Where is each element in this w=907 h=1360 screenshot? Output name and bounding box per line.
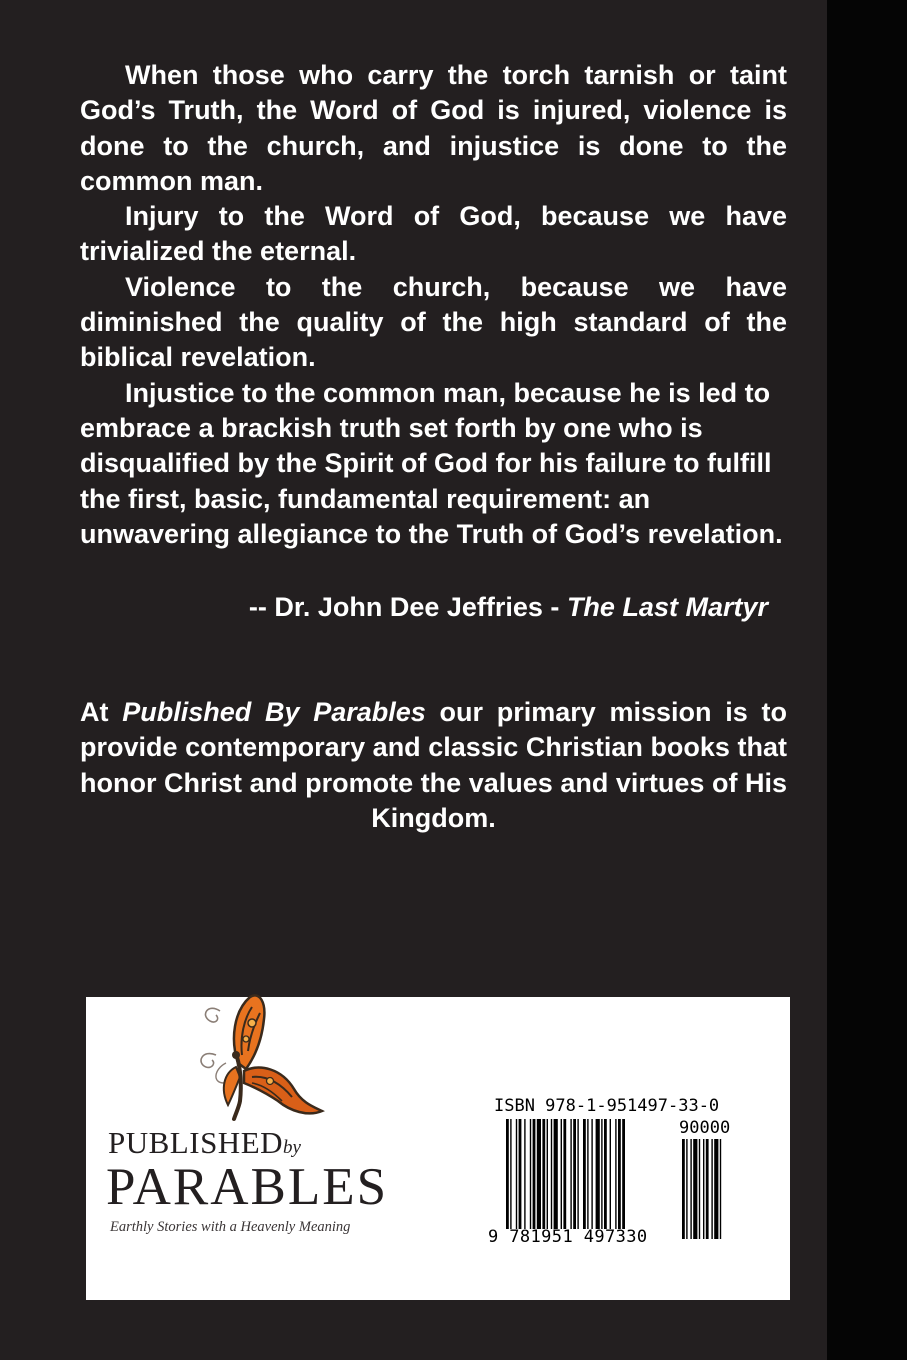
barcode-bar <box>615 1119 616 1229</box>
mission-publisher-name: Published By Parables <box>122 697 426 727</box>
barcode-bar <box>577 1119 578 1229</box>
barcode-bar <box>591 1119 592 1229</box>
barcode-addon-bar <box>703 1139 704 1239</box>
barcode-bar <box>583 1119 586 1229</box>
barcode-bar <box>610 1119 611 1229</box>
barcode-bar <box>524 1119 525 1229</box>
mission-prefix: At <box>80 697 123 727</box>
barcode-addon-bar <box>690 1139 691 1239</box>
logo-published-by <box>108 1125 428 1161</box>
barcode-bar <box>601 1119 602 1229</box>
butterfly-icon <box>190 993 326 1123</box>
quote-paragraph: Injury to the Word of God, because we have trivialized the eternal. <box>80 201 787 267</box>
barcode-bar <box>563 1119 566 1229</box>
barcode-bar <box>537 1119 541 1229</box>
mission-statement <box>80 695 787 836</box>
barcode-bar <box>561 1119 562 1229</box>
barcode-addon-bar <box>706 1139 709 1239</box>
barcode-bar <box>542 1119 545 1229</box>
attribution-book-title: The Last Martyr <box>566 592 768 622</box>
logo-by: by <box>283 1137 301 1158</box>
barcode-addon-bar <box>714 1139 718 1239</box>
barcode-bar <box>516 1119 517 1229</box>
barcode-addon-bar <box>686 1139 687 1239</box>
logo-parables: PARABLES <box>106 1158 389 1216</box>
quote-paragraph: Violence to the church, because we have diminished the quality of the high standard of the biblical revelation. <box>80 271 787 373</box>
mission-text: our primary mission is to provide contemporary and classic Christian books that honor Christ and promote the values and virtues of His Kingdom. <box>80 697 787 833</box>
isbn-label: ISBN 978-1-951497-33-0 <box>494 1096 720 1116</box>
barcode-bar <box>587 1119 588 1229</box>
barcode-bar <box>573 1119 576 1229</box>
barcode-digits: 9 781951 497330 <box>488 1227 648 1247</box>
barcode-bar <box>570 1119 571 1229</box>
barcode-bar <box>604 1119 607 1229</box>
barcode-addon-bar <box>693 1139 697 1239</box>
barcode-bar <box>551 1119 552 1229</box>
barcode-bar <box>554 1119 558 1229</box>
barcode-bar <box>510 1119 511 1229</box>
barcode-addon-bar <box>711 1139 712 1239</box>
logo-line1: PUBLISHED <box>108 1125 284 1160</box>
barcode-addon-bar <box>682 1139 685 1239</box>
barcode-bar <box>530 1119 531 1229</box>
barcode-bar <box>519 1119 522 1229</box>
barcode-bar <box>547 1119 548 1229</box>
barcode-bar <box>533 1119 536 1229</box>
barcode-bar <box>506 1119 509 1229</box>
barcode-bar <box>622 1119 625 1229</box>
quote-block <box>80 58 787 552</box>
barcode-addon-bar <box>720 1139 721 1239</box>
attribution-author: -- Dr. John Dee Jeffries - <box>248 592 567 622</box>
logo-tagline: Earthly Stories with a Heavenly Meaning <box>110 1219 351 1235</box>
quote-paragraph: Injustice to the common man, because he is led to embrace a brackish truth set forth by one who is disqualified by the Spirit of God for his failure to fulfill the first, basic, fundamental requirement: an unwavering allegiance to the Truth of God’s revelation. <box>80 377 783 549</box>
quote-attribution <box>0 590 768 625</box>
quote-paragraph: When those who carry the torch tarnish or taint God’s Truth, the Word of God is injured, violence is done to the church, and injustice is done to the common man. <box>80 60 787 196</box>
barcode-addon-bar <box>699 1139 700 1239</box>
price-code: 90000 <box>679 1118 731 1138</box>
barcode-bar <box>596 1119 600 1229</box>
publisher-barcode-panel <box>86 997 790 1300</box>
barcode-bar <box>618 1119 621 1229</box>
spine-edge <box>827 0 907 1360</box>
